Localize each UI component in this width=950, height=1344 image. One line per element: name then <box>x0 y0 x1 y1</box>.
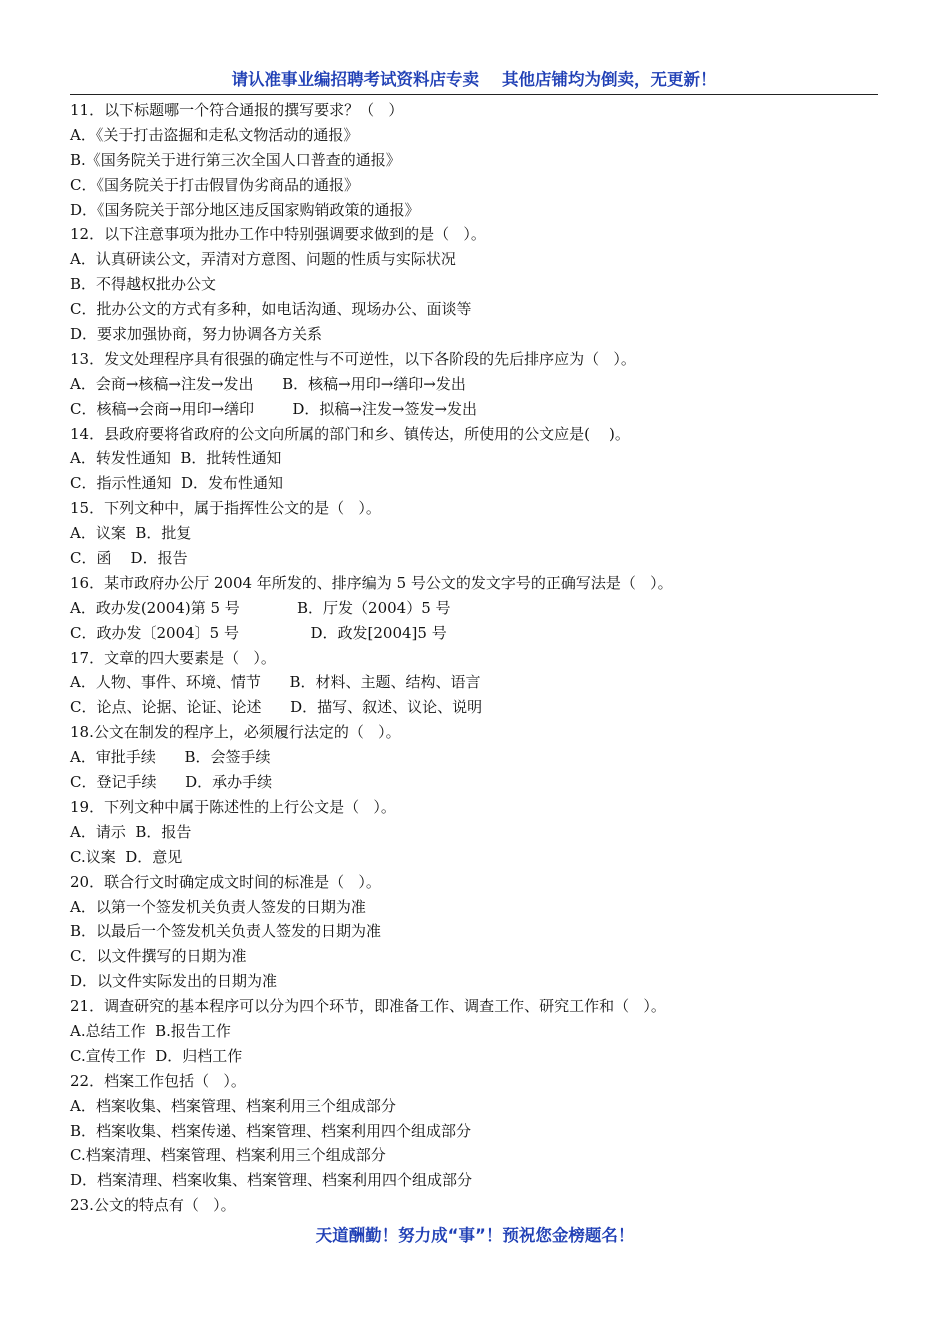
text-line: 18.公文在制发的程序上，必须履行法定的（ ）。 <box>70 723 401 742</box>
text-line: A．审批手续 B．会签手续 <box>70 748 271 767</box>
text-line: 17．文章的四大要素是（ ）。 <box>70 648 276 667</box>
text-line: A．人物、事件、环境、情节 B．材料、主题、结构、语言 <box>70 673 481 692</box>
text-line: C．政办发〔2004〕5 号 D．政发[2004]5 号 <box>70 623 447 642</box>
text-line: C．批办公文的方式有多种，如电话沟通、现场办公、面谈等 <box>70 300 472 319</box>
text-line: 16．某市政府办公厅 2004 年所发的、排序编为 5 号公文的发文字号的正确写法是（ ）。 <box>70 573 673 592</box>
text-line: 20．联合行文时确定成文时间的标准是（ ）。 <box>70 872 381 891</box>
text-line: D．档案清理、档案收集、档案管理、档案利用四个组成部分 <box>70 1171 473 1190</box>
text-line: B.《国务院关于进行第三次全国人口普查的通报》 <box>70 150 401 169</box>
document-body <box>70 98 880 1218</box>
text-line: D．要求加强协商，努力协调各方关系 <box>70 325 323 344</box>
text-line: 15．下列文种中，属于指挥性公文的是（ ）。 <box>70 499 381 518</box>
text-line: 19．下列文种中属于陈述性的上行公文是（ ）。 <box>70 797 396 816</box>
text-line: C.档案清理、档案管理、档案利用三个组成部分 <box>70 1146 386 1165</box>
text-line: C．论点、论据、论证、论述 D．描写、叙述、议论、说明 <box>70 698 483 717</box>
text-line: A.总结工作 B.报告工作 <box>70 1021 231 1040</box>
text-line: A．请示 B．报告 <box>70 822 192 841</box>
text-line: A．转发性通知 B．批转性通知 <box>70 449 282 468</box>
text-line: C．以文件撰写的日期为准 <box>70 947 247 966</box>
page-header: 请认准事业编招聘考试资料店专卖 其他店铺均为倒卖，无更新！ <box>70 68 878 95</box>
text-line: C.议案 D．意见 <box>70 847 183 866</box>
text-line: 13．发文处理程序具有很强的确定性与不可逆性，以下各阶段的先后排序应为（ ）。 <box>70 349 636 368</box>
text-line: B．以最后一个签发机关负责人签发的日期为准 <box>70 922 382 941</box>
text-line: A．《关于打击盗掘和走私文物活动的通报》 <box>70 125 359 144</box>
text-line: 21．调查研究的基本程序可以分为四个环节，即准备工作、调查工作、研究工作和（ ）。 <box>70 997 666 1016</box>
text-line: D．《国务院关于部分地区违反国家购销政策的通报》 <box>70 200 420 219</box>
text-line: B．档案收集、档案传递、档案管理、档案利用四个组成部分 <box>70 1121 472 1140</box>
text-line: C．函 D．报告 <box>70 549 188 568</box>
text-line: C．登记手续 D．承办手续 <box>70 773 273 792</box>
text-line: C．核稿→会商→用印→缮印 D．拟稿→注发→签发→发出 <box>70 399 478 418</box>
text-line: A．议案 B．批复 <box>70 524 192 543</box>
text-line: C．指示性通知 D．发布性通知 <box>70 474 284 493</box>
text-line: C．《国务院关于打击假冒伪劣商品的通报》 <box>70 175 359 194</box>
text-line: A．档案收集、档案管理、档案利用三个组成部分 <box>70 1096 396 1115</box>
text-line: B．不得越权批办公文 <box>70 275 217 294</box>
text-line: C.宣传工作 D．归档工作 <box>70 1046 243 1065</box>
text-line: 11．以下标题哪一个符合通报的撰写要求？（ ） <box>70 101 404 119</box>
text-line: 14．县政府要将省政府的公文向所属的部门和乡、镇传达，所使用的公文应是( )。 <box>70 424 630 443</box>
text-line: A．认真研读公文，弄清对方意图、问题的性质与实际状况 <box>70 250 456 269</box>
text-line: 12．以下注意事项为批办工作中特别强调要求做到的是（ ）。 <box>70 225 486 244</box>
page-footer: 天道酬勤！努力成“事”！预祝您金榜题名！ <box>315 1226 635 1245</box>
text-line: 23.公文的特点有（ ）。 <box>70 1196 236 1215</box>
text-line: 22．档案工作包括（ ）。 <box>70 1071 246 1090</box>
text-line: A．以第一个签发机关负责人签发的日期为准 <box>70 897 366 916</box>
text-line: A．政办发(2004)第 5 号 B．厅发（2004）5 号 <box>70 598 451 617</box>
text-line: A．会商→核稿→注发→发出 B．核稿→用印→缮印→发出 <box>70 374 466 393</box>
text-line: D．以文件实际发出的日期为准 <box>70 972 278 991</box>
